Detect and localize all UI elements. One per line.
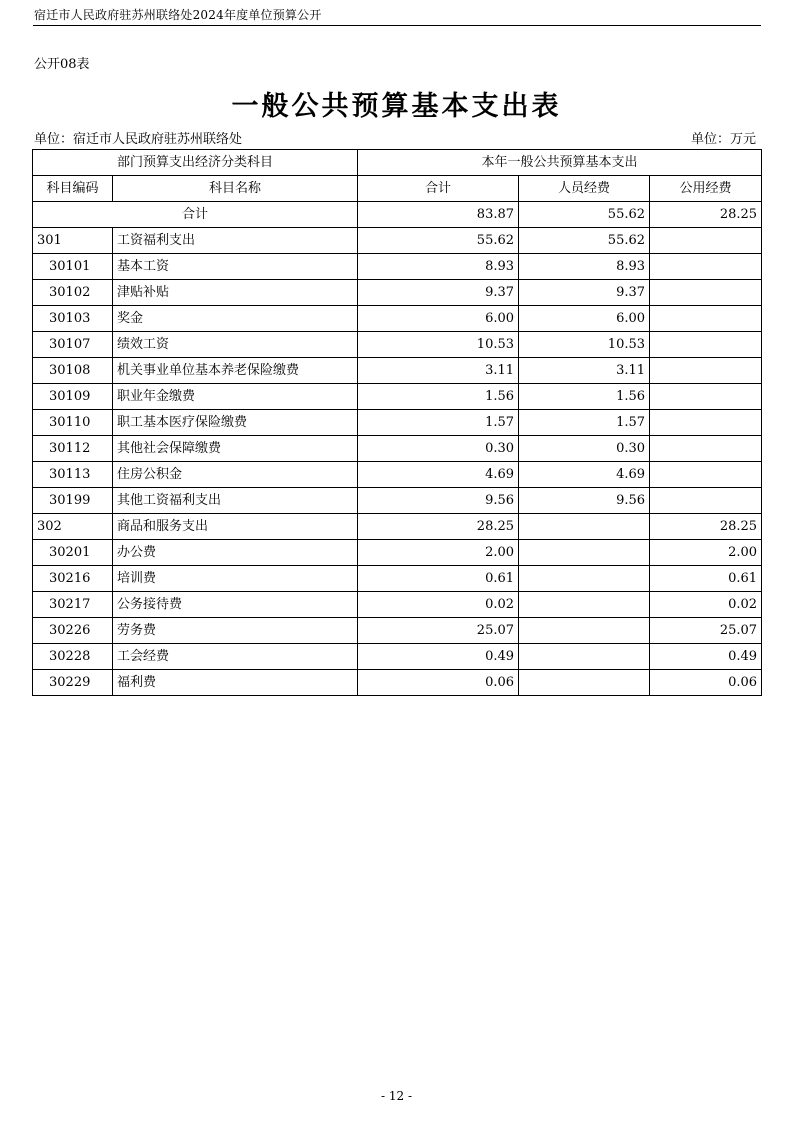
public-cell: 28.25 (650, 514, 762, 540)
public-cell (650, 436, 762, 462)
table-row (33, 592, 762, 618)
personnel-cell: 1.57 (519, 410, 650, 436)
personnel-cell (519, 540, 650, 566)
subject-code-cell: 301 (33, 228, 113, 254)
total-cell: 0.30 (358, 436, 519, 462)
subject-code-cell: 30107 (33, 332, 113, 358)
personnel-cell (519, 644, 650, 670)
personnel-cell: 3.11 (519, 358, 650, 384)
table-header-row (33, 176, 762, 202)
subject-code-cell: 30199 (33, 488, 113, 514)
total-cell: 0.49 (358, 644, 519, 670)
subject-name-cell: 住房公积金 (113, 462, 358, 488)
table-row (33, 332, 762, 358)
header-subject-name: 科目名称 (113, 176, 358, 202)
total-cell: 1.57 (358, 410, 519, 436)
total-row (33, 202, 762, 228)
personnel-cell: 9.37 (519, 280, 650, 306)
table-row (33, 358, 762, 384)
subject-code-cell: 30217 (33, 592, 113, 618)
public-cell (650, 410, 762, 436)
subject-name-cell: 职工基本医疗保险缴费 (113, 410, 358, 436)
public-cell: 0.02 (650, 592, 762, 618)
personnel-cell: 8.93 (519, 254, 650, 280)
total-cell: 25.07 (358, 618, 519, 644)
table-header-group-row (33, 150, 762, 176)
table-row (33, 514, 762, 540)
subject-name-cell: 机关事业单位基本养老保险缴费 (113, 358, 358, 384)
table-row (33, 670, 762, 696)
total-amount: 83.87 (358, 202, 519, 228)
subject-name-cell: 工资福利支出 (113, 228, 358, 254)
table-row (33, 228, 762, 254)
table-row (33, 618, 762, 644)
subject-code-cell: 30216 (33, 566, 113, 592)
total-cell: 0.61 (358, 566, 519, 592)
total-cell: 6.00 (358, 306, 519, 332)
personnel-cell: 1.56 (519, 384, 650, 410)
subject-name-cell: 其他社会保障缴费 (113, 436, 358, 462)
public-cell: 0.61 (650, 566, 762, 592)
subject-code-cell: 30112 (33, 436, 113, 462)
total-cell: 0.02 (358, 592, 519, 618)
public-cell: 0.06 (650, 670, 762, 696)
personnel-cell (519, 514, 650, 540)
total-cell: 4.69 (358, 462, 519, 488)
header-personnel: 人员经费 (519, 176, 650, 202)
subject-name-cell: 福利费 (113, 670, 358, 696)
table-row (33, 540, 762, 566)
subject-code-cell: 30201 (33, 540, 113, 566)
subject-code-cell: 30101 (33, 254, 113, 280)
total-cell: 8.93 (358, 254, 519, 280)
total-cell: 9.56 (358, 488, 519, 514)
page-title: 一般公共预算基本支出表 (231, 91, 562, 122)
personnel-cell (519, 670, 650, 696)
header-basic-expenditure: 本年一般公共预算基本支出 (358, 150, 762, 176)
budget-table (32, 149, 762, 696)
subject-name-cell: 基本工资 (113, 254, 358, 280)
table-row (33, 462, 762, 488)
public-cell: 0.49 (650, 644, 762, 670)
public-cell (650, 254, 762, 280)
running-header: 宿迁市人民政府驻苏州联络处2024年度单位预算公开 (34, 8, 322, 22)
subject-code-cell: 30102 (33, 280, 113, 306)
personnel-cell (519, 592, 650, 618)
page-number: - 12 - (380, 1089, 412, 1103)
subject-name-cell: 其他工资福利支出 (113, 488, 358, 514)
subject-name-cell: 绩效工资 (113, 332, 358, 358)
table-row (33, 280, 762, 306)
total-cell: 55.62 (358, 228, 519, 254)
public-cell (650, 332, 762, 358)
subject-code-cell: 30113 (33, 462, 113, 488)
public-cell (650, 358, 762, 384)
subject-name-cell: 职业年金缴费 (113, 384, 358, 410)
table-row (33, 436, 762, 462)
public-cell (650, 280, 762, 306)
header-subject-code: 科目编码 (33, 176, 113, 202)
total-cell: 0.06 (358, 670, 519, 696)
table-row (33, 410, 762, 436)
personnel-cell: 9.56 (519, 488, 650, 514)
header-divider (33, 25, 761, 26)
personnel-cell: 55.62 (519, 228, 650, 254)
public-cell: 25.07 (650, 618, 762, 644)
personnel-cell: 0.30 (519, 436, 650, 462)
public-cell (650, 228, 762, 254)
public-cell (650, 306, 762, 332)
subject-name-cell: 培训费 (113, 566, 358, 592)
subject-name-cell: 办公费 (113, 540, 358, 566)
total-public: 28.25 (650, 202, 762, 228)
subject-name-cell: 工会经费 (113, 644, 358, 670)
total-cell: 3.11 (358, 358, 519, 384)
table-row (33, 566, 762, 592)
total-cell: 9.37 (358, 280, 519, 306)
total-cell: 28.25 (358, 514, 519, 540)
personnel-cell (519, 618, 650, 644)
subject-name-cell: 商品和服务支出 (113, 514, 358, 540)
subject-code-cell: 30229 (33, 670, 113, 696)
subject-name-cell: 劳务费 (113, 618, 358, 644)
total-personnel: 55.62 (519, 202, 650, 228)
table-row (33, 644, 762, 670)
personnel-cell: 6.00 (519, 306, 650, 332)
total-label: 合计 (33, 202, 358, 228)
subject-name-cell: 津贴补贴 (113, 280, 358, 306)
table-row (33, 384, 762, 410)
table-row (33, 488, 762, 514)
table-row (33, 254, 762, 280)
public-cell (650, 462, 762, 488)
total-cell: 2.00 (358, 540, 519, 566)
personnel-cell (519, 566, 650, 592)
subject-code-cell: 30103 (33, 306, 113, 332)
subject-name-cell: 奖金 (113, 306, 358, 332)
header-economic-classification: 部门预算支出经济分类科目 (33, 150, 358, 176)
subject-code-cell: 30110 (33, 410, 113, 436)
header-total: 合计 (358, 176, 519, 202)
table-row (33, 306, 762, 332)
subject-code-cell: 30226 (33, 618, 113, 644)
personnel-cell: 4.69 (519, 462, 650, 488)
total-cell: 1.56 (358, 384, 519, 410)
public-cell: 2.00 (650, 540, 762, 566)
subject-code-cell: 302 (33, 514, 113, 540)
organization-unit: 单位：宿迁市人民政府驻苏州联络处 (34, 132, 243, 147)
subject-code-cell: 30228 (33, 644, 113, 670)
subject-name-cell: 公务接待费 (113, 592, 358, 618)
form-code: 公开08表 (34, 57, 90, 72)
public-cell (650, 488, 762, 514)
total-cell: 10.53 (358, 332, 519, 358)
currency-unit: 单位：万元 (690, 132, 756, 147)
subject-code-cell: 30109 (33, 384, 113, 410)
header-public: 公用经费 (650, 176, 762, 202)
subject-code-cell: 30108 (33, 358, 113, 384)
personnel-cell: 10.53 (519, 332, 650, 358)
public-cell (650, 384, 762, 410)
